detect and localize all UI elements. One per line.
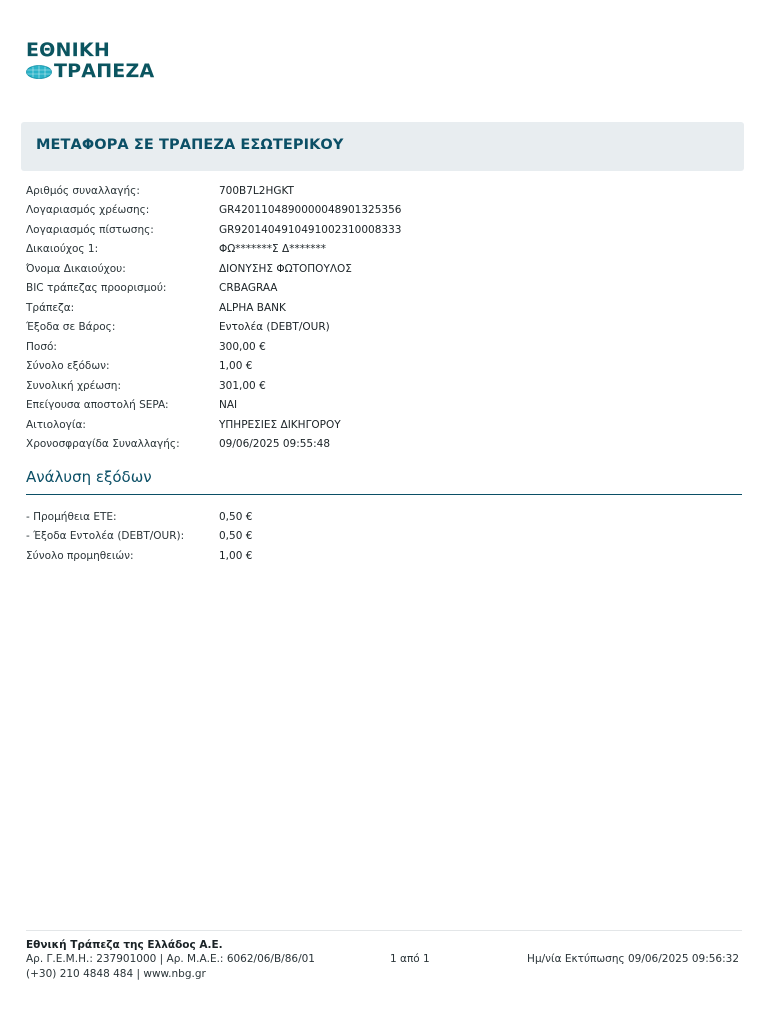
detail-label: Λογαριασμός πίστωσης:	[26, 223, 154, 236]
fee-row	[26, 546, 741, 566]
detail-row	[26, 279, 741, 299]
detail-value: ALPHA BANK	[219, 301, 286, 314]
detail-row	[26, 220, 741, 240]
detail-row	[26, 240, 741, 260]
fee-row	[26, 527, 741, 547]
detail-label: Λογαριασμός χρέωσης:	[26, 204, 150, 217]
fees-breakdown	[26, 507, 741, 566]
detail-value: 300,00 €	[219, 340, 266, 353]
document-title: ΜΕΤΑΦΟΡΑ ΣΕ ΤΡΑΠΕΖΑ ΕΣΩΤΕΡΙΚΟΥ	[36, 137, 344, 153]
detail-row	[26, 357, 741, 377]
detail-value: 301,00 €	[219, 379, 266, 392]
detail-value: ΝΑΙ	[219, 399, 238, 412]
detail-label: Συνολική χρέωση:	[26, 379, 121, 392]
footer-contact: (+30) 210 4848 484 | www.nbg.gr	[26, 967, 206, 980]
logo-text-line2-wrapper	[26, 61, 166, 82]
detail-label: Αριθμός συναλλαγής:	[26, 184, 140, 197]
bank-logo	[26, 40, 166, 84]
fee-value: 0,50 €	[219, 530, 253, 543]
page-number: 1 από 1	[390, 953, 430, 965]
logo-text-line1: ΕΘΝΙΚΗ	[26, 39, 110, 61]
detail-value: GR9201404910491002310008333	[219, 223, 402, 236]
fee-label: - Προμήθεια ΕΤΕ:	[26, 510, 117, 523]
footer-registry: Αρ. Γ.Ε.Μ.Η.: 237901000 | Αρ. Μ.Α.Ε.: 6062/06/Β/86/01	[26, 953, 315, 965]
fee-value: 1,00 €	[219, 549, 253, 562]
detail-label: Όνομα Δικαιούχου:	[26, 262, 126, 275]
detail-value: ΔΙΟΝΥΣΗΣ ΦΩΤΟΠΟΥΛΟΣ	[219, 262, 352, 275]
detail-label: Δικαιούχος 1:	[26, 243, 99, 256]
detail-value: GR4201104890000048901325356	[219, 204, 402, 217]
detail-row	[26, 435, 741, 455]
detail-value: CRBAGRAA	[219, 282, 278, 295]
section-divider	[26, 494, 742, 495]
detail-row	[26, 259, 741, 279]
detail-value: Εντολέα (DEBT/OUR)	[219, 321, 330, 334]
detail-label: Χρονοσφραγίδα Συναλλαγής:	[26, 438, 180, 451]
document-title-bar	[21, 122, 744, 171]
detail-value: ΥΠΗΡΕΣΙΕΣ ΔΙΚΗΓΟΡΟΥ	[219, 418, 341, 431]
footer-divider	[26, 930, 742, 931]
detail-row	[26, 181, 741, 201]
detail-label: Ποσό:	[26, 340, 57, 353]
detail-label: Αιτιολογία:	[26, 418, 86, 431]
fee-label: - Έξοδα Εντολέα (DEBT/OUR):	[26, 530, 185, 543]
fee-value: 0,50 €	[219, 510, 253, 523]
detail-row	[26, 318, 741, 338]
footer-company-name: Εθνική Τράπεζα της Ελλάδος Α.Ε.	[26, 939, 223, 951]
detail-value: 1,00 €	[219, 360, 253, 373]
detail-label: BIC τράπεζας προορισμού:	[26, 282, 167, 295]
transaction-details	[26, 181, 741, 454]
print-date: Ημ/νία Εκτύπωσης 09/06/2025 09:56:32	[527, 953, 739, 965]
fee-label: Σύνολο προμηθειών:	[26, 549, 134, 562]
detail-row	[26, 376, 741, 396]
detail-value: ΦΩ*******Σ Δ*******	[219, 243, 326, 256]
detail-label: Τράπεζα:	[26, 301, 75, 314]
detail-row	[26, 201, 741, 221]
detail-label: Επείγουσα αποστολή SEPA:	[26, 399, 169, 412]
globe-icon	[26, 65, 52, 79]
detail-row	[26, 337, 741, 357]
detail-label: Έξοδα σε Βάρος:	[26, 321, 116, 334]
detail-row	[26, 396, 741, 416]
detail-value: 09/06/2025 09:55:48	[219, 438, 331, 451]
detail-row	[26, 415, 741, 435]
detail-value: 700B7L2HGKT	[219, 184, 294, 197]
detail-label: Σύνολο εξόδων:	[26, 360, 110, 373]
fees-section-title: Ανάλυση εξόδων	[26, 468, 152, 486]
detail-row	[26, 298, 741, 318]
logo-text-line2: ΤΡΑΠΕΖΑ	[54, 60, 155, 82]
fee-row	[26, 507, 741, 527]
